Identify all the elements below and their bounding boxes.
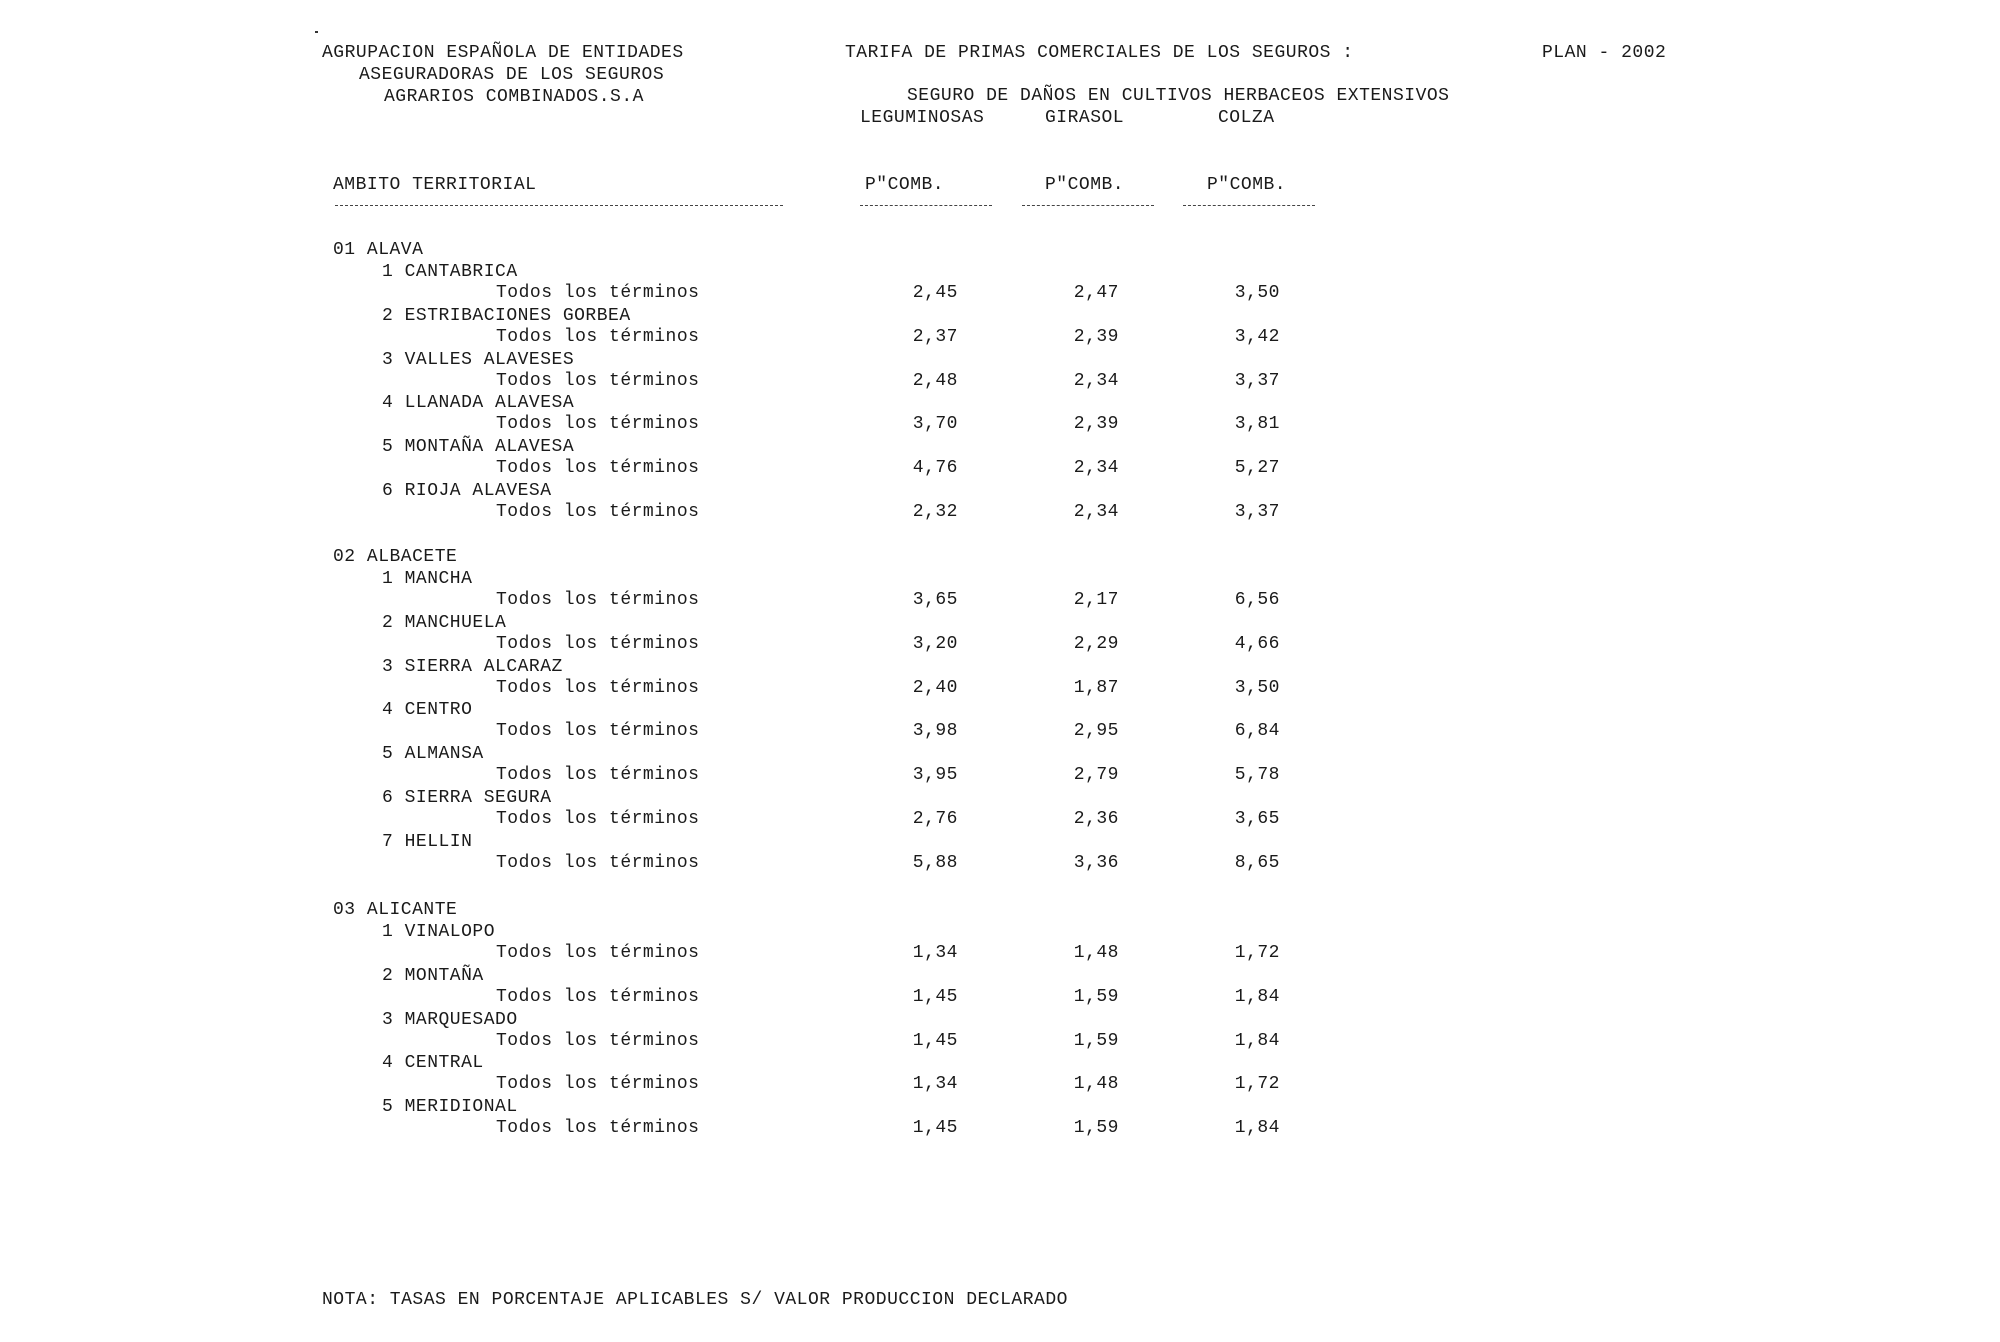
zone-name: 2 MONTAÑA xyxy=(382,965,484,986)
ambito-territorial-header: AMBITO TERRITORIAL xyxy=(333,175,537,195)
premium-value-colza: 1,72 xyxy=(1234,1074,1280,1095)
premium-value-leguminosas: 2,37 xyxy=(912,326,958,347)
zone-name: 1 MANCHA xyxy=(382,569,473,589)
zone-term: Todos los términos xyxy=(496,943,700,963)
premium-value-leguminosas: 2,48 xyxy=(912,370,958,391)
zone-term: Todos los términos xyxy=(496,1118,700,1139)
zone-term: Todos los términos xyxy=(496,326,700,347)
premium-value-girasol: 2,34 xyxy=(1073,458,1119,479)
zone-term: Todos los términos xyxy=(496,1074,700,1095)
zone-term: Todos los términos xyxy=(496,677,700,698)
premium-value-leguminosas: 2,40 xyxy=(912,677,958,698)
premium-value-leguminosas: 3,95 xyxy=(912,765,958,786)
premium-value-girasol: 2,36 xyxy=(1073,809,1119,829)
zone-term: Todos los términos xyxy=(496,283,700,303)
premium-value-leguminosas: 3,65 xyxy=(912,590,958,610)
premium-value-colza: 3,81 xyxy=(1234,414,1280,435)
premium-value-colza: 3,50 xyxy=(1234,283,1280,303)
premium-value-leguminosas: 3,98 xyxy=(912,721,958,742)
col-header-leguminosas: P"COMB. xyxy=(865,175,945,195)
zone-name: 5 ALMANSA xyxy=(382,744,484,765)
zone-term: Todos los términos xyxy=(496,370,700,391)
premium-value-girasol: 2,47 xyxy=(1073,283,1119,303)
footer-note: NOTA: TASAS EN PORCENTAJE APLICABLES S/ VALOR PRODUCCION DECLARADO xyxy=(322,1290,1068,1310)
premium-value-leguminosas: 2,76 xyxy=(912,809,958,829)
zone-name: 5 MERIDIONAL xyxy=(382,1097,518,1118)
header-rule-leguminosas xyxy=(860,205,992,206)
premium-value-girasol: 1,59 xyxy=(1073,1030,1119,1051)
premium-value-leguminosas: 3,70 xyxy=(912,414,958,435)
premium-value-girasol: 1,59 xyxy=(1073,986,1119,1007)
premium-value-colza: 6,84 xyxy=(1234,721,1280,742)
zone-name: 4 CENTRAL xyxy=(382,1053,484,1074)
premium-value-leguminosas: 2,32 xyxy=(912,502,958,522)
zone-name: 3 SIERRA ALCARAZ xyxy=(382,656,563,677)
premium-value-girasol: 2,39 xyxy=(1073,414,1119,435)
premium-value-colza: 1,84 xyxy=(1234,1118,1280,1139)
premium-value-girasol: 3,36 xyxy=(1073,852,1119,873)
zone-name: 6 SIERRA SEGURA xyxy=(382,788,552,808)
zone-name: 2 MANCHUELA xyxy=(382,612,507,633)
document-title: TARIFA DE PRIMAS COMERCIALES DE LOS SEGUROS : xyxy=(845,43,1354,63)
premium-value-leguminosas: 5,88 xyxy=(912,852,958,873)
zone-name: 1 CANTABRICA xyxy=(382,262,518,282)
premium-value-girasol: 2,34 xyxy=(1073,502,1119,522)
premium-value-leguminosas: 1,34 xyxy=(912,1074,958,1095)
premium-value-girasol: 2,79 xyxy=(1073,765,1119,786)
plan-label: PLAN - 2002 xyxy=(1542,43,1667,63)
scan-speck xyxy=(315,31,318,33)
province-name: 02 ALBACETE xyxy=(333,547,458,567)
premium-value-colza: 3,65 xyxy=(1234,809,1280,829)
premium-value-leguminosas: 1,34 xyxy=(912,943,958,963)
org-name-line-1: AGRUPACION ESPAÑOLA DE ENTIDADES xyxy=(322,43,684,63)
premium-value-girasol: 2,39 xyxy=(1073,326,1119,347)
premium-value-leguminosas: 1,45 xyxy=(912,986,958,1007)
premium-value-colza: 3,37 xyxy=(1234,502,1280,522)
zone-name: 4 CENTRO xyxy=(382,700,473,721)
zone-term: Todos los términos xyxy=(496,765,700,786)
premium-value-girasol: 1,48 xyxy=(1073,943,1119,963)
premium-value-leguminosas: 4,76 xyxy=(912,458,958,479)
document-subtitle: SEGURO DE DAÑOS EN CULTIVOS HERBACEOS EXTENSIVOS xyxy=(907,86,1450,106)
premium-value-colza: 1,84 xyxy=(1234,986,1280,1007)
premium-value-leguminosas: 1,45 xyxy=(912,1118,958,1139)
zone-term: Todos los términos xyxy=(496,633,700,654)
zone-term: Todos los términos xyxy=(496,809,700,829)
premium-value-colza: 4,66 xyxy=(1234,633,1280,654)
premium-value-colza: 8,65 xyxy=(1234,852,1280,873)
premium-value-girasol: 2,95 xyxy=(1073,721,1119,742)
col-header-colza: P"COMB. xyxy=(1207,175,1287,195)
premium-value-colza: 3,42 xyxy=(1234,326,1280,347)
col-header-girasol: P"COMB. xyxy=(1045,175,1125,195)
zone-term: Todos los términos xyxy=(496,414,700,435)
zone-name: 5 MONTAÑA ALAVESA xyxy=(382,437,575,458)
premium-value-girasol: 1,48 xyxy=(1073,1074,1119,1095)
zone-term: Todos los términos xyxy=(496,502,700,522)
premium-value-leguminosas: 1,45 xyxy=(912,1030,958,1051)
premium-value-colza: 3,37 xyxy=(1234,370,1280,391)
header-rule-girasol xyxy=(1022,205,1154,206)
province-name: 01 ALAVA xyxy=(333,240,424,260)
premium-value-girasol: 1,59 xyxy=(1073,1118,1119,1139)
zone-term: Todos los términos xyxy=(496,458,700,479)
premium-value-girasol: 2,29 xyxy=(1073,633,1119,654)
zone-name: 2 ESTRIBACIONES GORBEA xyxy=(382,305,631,326)
premium-value-colza: 1,72 xyxy=(1234,943,1280,963)
zone-name: 1 VINALOPO xyxy=(382,922,496,942)
premium-value-colza: 5,27 xyxy=(1234,458,1280,479)
crop-header-girasol: GIRASOL xyxy=(1045,108,1125,128)
header-rule-colza xyxy=(1183,205,1315,206)
premium-value-girasol: 2,17 xyxy=(1073,590,1119,610)
org-name-line-3: AGRARIOS COMBINADOS.S.A xyxy=(384,87,644,107)
zone-term: Todos los términos xyxy=(496,590,700,610)
zone-name: 4 LLANADA ALAVESA xyxy=(382,393,575,414)
zone-name: 3 MARQUESADO xyxy=(382,1009,518,1030)
premium-value-colza: 1,84 xyxy=(1234,1030,1280,1051)
zone-name: 6 RIOJA ALAVESA xyxy=(382,481,552,501)
zone-term: Todos los términos xyxy=(496,721,700,742)
crop-header-colza: COLZA xyxy=(1218,108,1275,128)
premium-value-girasol: 2,34 xyxy=(1073,370,1119,391)
premium-value-colza: 6,56 xyxy=(1234,590,1280,610)
zone-term: Todos los términos xyxy=(496,852,700,873)
premium-value-colza: 3,50 xyxy=(1234,677,1280,698)
header-rule-ambito xyxy=(335,205,783,206)
org-name-line-2: ASEGURADORAS DE LOS SEGUROS xyxy=(359,65,665,85)
zone-term: Todos los términos xyxy=(496,986,700,1007)
zone-name: 7 HELLIN xyxy=(382,831,473,852)
premium-value-colza: 5,78 xyxy=(1234,765,1280,786)
premium-value-leguminosas: 2,45 xyxy=(912,283,958,303)
premium-value-girasol: 1,87 xyxy=(1073,677,1119,698)
province-name: 03 ALICANTE xyxy=(333,900,458,920)
zone-term: Todos los términos xyxy=(496,1030,700,1051)
premium-value-leguminosas: 3,20 xyxy=(912,633,958,654)
crop-header-leguminosas: LEGUMINOSAS xyxy=(860,108,985,128)
zone-name: 3 VALLES ALAVESES xyxy=(382,349,575,370)
